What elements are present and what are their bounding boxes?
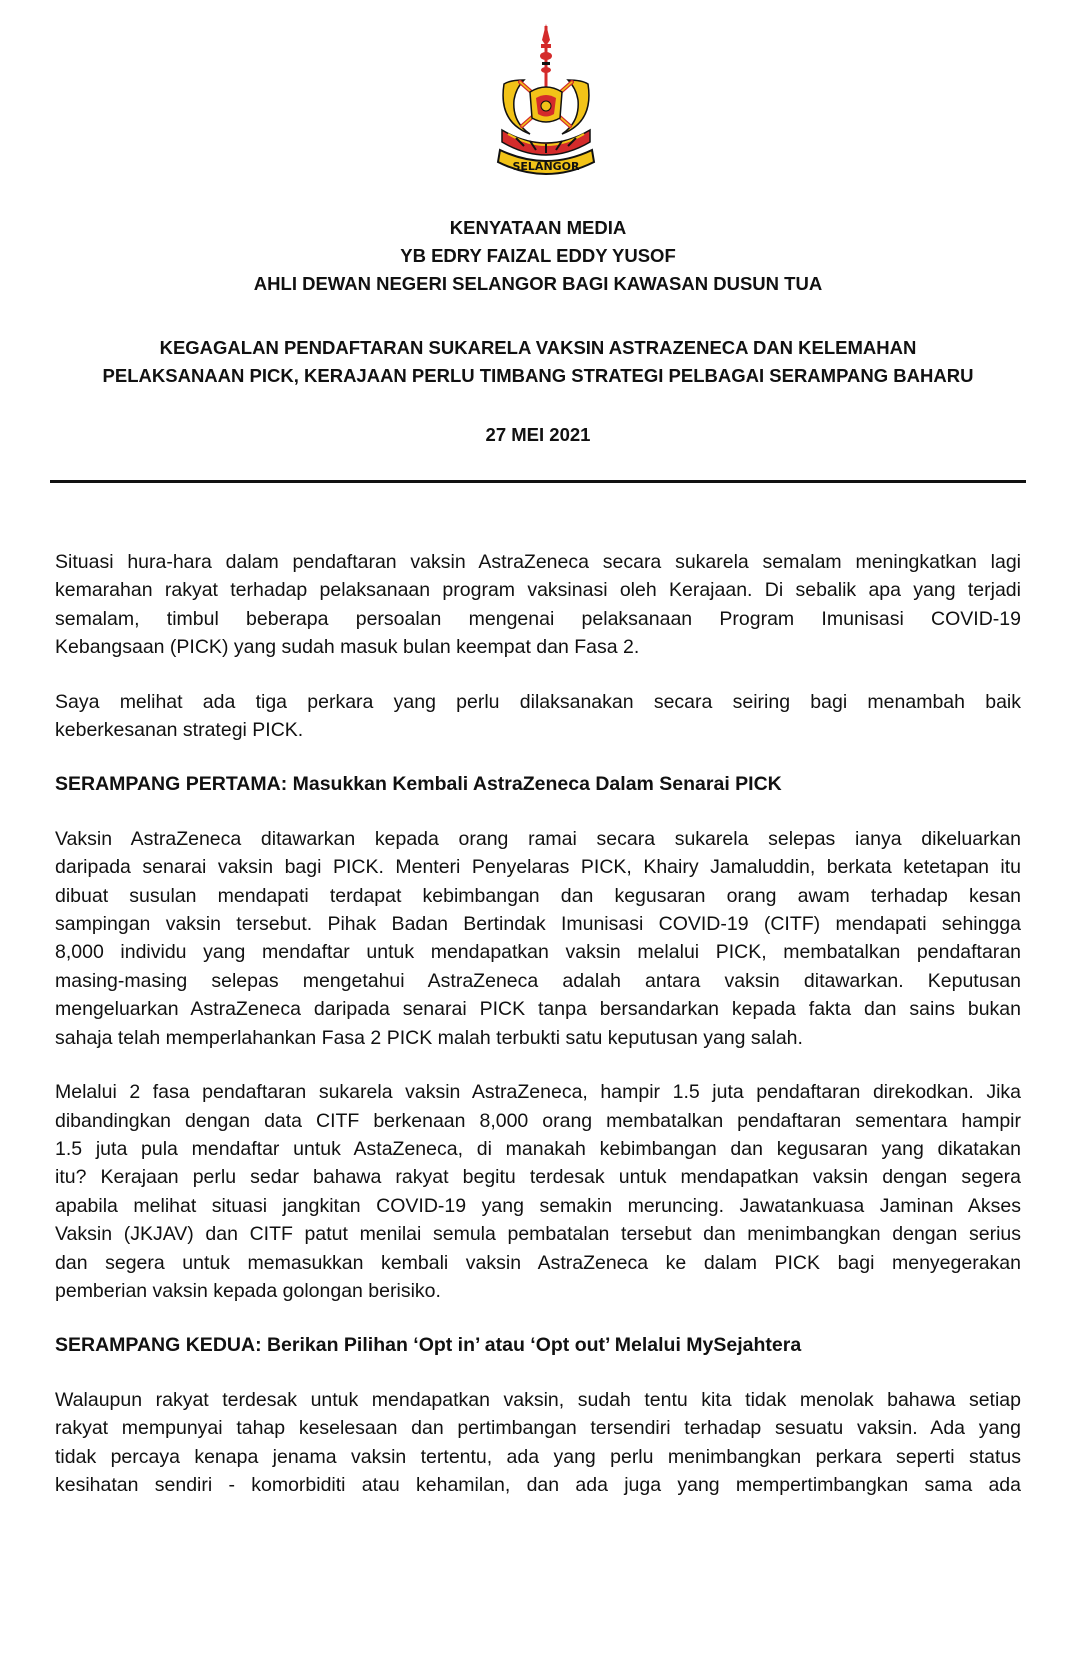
statement-title: [48, 334, 1028, 390]
paragraph-line: masing-masing selepas mengetahui AstraZeneca adalah antara vaksin ditawarkan. Keputusan: [55, 969, 1021, 992]
paragraph-1: [55, 548, 1021, 662]
paragraph-line: mengeluarkan AstraZeneca daripada senarai PICK tanpa bersandarkan kepada fakta dan sains bukan: [55, 998, 1021, 1021]
speaker-name: YB EDRY FAIZAL EDDY YUSOF: [400, 245, 676, 266]
selangor-crest-icon: [490, 22, 602, 190]
paragraph-line: semalam, timbul beberapa persoalan mengenai pelaksanaan Program Imunisasi COVID-19: [55, 607, 1021, 630]
paragraph-line: dan segera untuk memasukkan kembali vaksin AstraZeneca ke dalam PICK bagi menyegerakan: [55, 1251, 1021, 1274]
statement-header: [48, 214, 1028, 298]
paragraph-line: tidak percaya kenapa jenama vaksin tertentu, ada yang perlu menimbangkan perkara seperti status: [55, 1445, 1021, 1468]
paragraph-line: 8,000 individu yang mendaftar untuk mendapatkan vaksin melalui PICK, membatalkan pendaftaran: [55, 941, 1021, 964]
paragraph-line: dibandingkan dengan data CITF berkenaan 8,000 orang membatalkan pendaftaran sementara hampir: [55, 1109, 1021, 1132]
statement-body: [55, 548, 1021, 1525]
section-heading-first: SERAMPANG PERTAMA: Masukkan Kembali AstraZeneca Dalam Senarai PICK: [55, 773, 782, 796]
paragraph-line: keberkesanan strategi PICK.: [55, 719, 304, 742]
paragraph-line: Situasi hura-hara dalam pendaftaran vaksin AstraZeneca secara sukarela semalam meningkatkan lagi: [55, 551, 1021, 573]
paragraph-line: pemberian vaksin kepada golongan berisiko.: [55, 1279, 441, 1302]
paragraph-line: Saya melihat ada tiga perkara yang perlu dilaksanakan secara seiring bagi menambah baik: [55, 690, 1021, 713]
title-line-1: KEGAGALAN PENDAFTARAN SUKARELA VAKSIN ASTRAZENECA DAN KELEMAHAN: [159, 337, 917, 358]
paragraph-line: Kebangsaan (PICK) yang sudah masuk bulan keempat dan Fasa 2.: [55, 636, 640, 659]
statement-date: 27 MEI 2021: [485, 424, 591, 445]
paragraph-line: sahaja telah memperlahankan Fasa 2 PICK malah terbukti satu keputusan yang salah.: [55, 1026, 803, 1049]
title-line-2: PELAKSANAAN PICK, KERAJAAN PERLU TIMBANG STRATEGI PELBAGAI SERAMPANG BAHARU: [102, 365, 974, 386]
paragraph-5: [55, 1386, 1021, 1500]
paragraph-line: apabila melihat situasi jangkitan COVID-19 yang semakin meruncing. Jawatankuasa Jaminan Akses: [55, 1194, 1021, 1217]
paragraph-line: kemarahan rakyat terhadap pelaksanaan program vaksinasi oleh Kerajaan. Di sebalik apa yang terjadi: [55, 579, 1021, 602]
statement-date-block: [48, 421, 1028, 449]
paragraph-line: dibuat susulan mendapati terdapat kebimbangan dan kegusaran orang awam terhadap kesan: [55, 884, 1021, 907]
paragraph-4: [55, 1078, 1021, 1305]
paragraph-line: kesihatan sendiri - komorbiditi atau kehamilan, dan ada juga yang mempertimbangkan sama ada: [55, 1473, 1021, 1496]
paragraph-line: 1.5 juta pula mendaftar untuk AstaZeneca, di manakah kebimbangan dan kegusaran yang dikatakan: [55, 1137, 1021, 1160]
paragraph-line: rakyat mempunyai tahap keselesaan dan pertimbangan tersendiri terhadap sesuatu vaksin. Ada yang: [55, 1417, 1021, 1440]
paragraph-line: sampingan vaksin tersebut. Pihak Badan Bertindak Imunisasi COVID-19 (CITF) mendapati sehingga: [55, 913, 1021, 936]
paragraph-line: itu? Kerajaan perlu sedar bahawa rakyat begitu terdesak untuk mendapatkan vaksin dengan segera: [55, 1166, 1021, 1189]
paragraph-3: [55, 825, 1021, 1052]
paragraph-line: daripada senarai vaksin bagi PICK. Menteri Penyelaras PICK, Khairy Jamaluddin, berkata ketetapan itu: [55, 856, 1021, 879]
crest-label: SELANGOR: [512, 160, 580, 173]
section-heading-second: SERAMPANG KEDUA: Berikan Pilihan ‘Opt in’ atau ‘Opt out’ Melalui MySejahtera: [55, 1334, 802, 1357]
speaker-position: AHLI DEWAN NEGERI SELANGOR BAGI KAWASAN DUSUN TUA: [253, 273, 823, 294]
paragraph-line: Vaksin (JKJAV) dan CITF patut menilai semula pembatalan tersebut dan menimbangkan dengan serius: [55, 1223, 1021, 1246]
statement-type: KENYATAAN MEDIA: [449, 217, 627, 238]
paragraph-line: Melalui 2 fasa pendaftaran sukarela vaksin AstraZeneca, hampir 1.5 juta pendaftaran direkodkan. Jika: [55, 1081, 1021, 1104]
paragraph-line: Walaupun rakyat terdesak untuk mendapatkan vaksin, sudah tentu kita tidak menolak bahawa setiap: [55, 1388, 1021, 1411]
header-divider: [50, 480, 1026, 483]
paragraph-2: [55, 688, 1021, 745]
paragraph-line: Vaksin AstraZeneca ditawarkan kepada orang ramai secara sukarela selepas ianya dikeluarkan: [55, 827, 1021, 850]
